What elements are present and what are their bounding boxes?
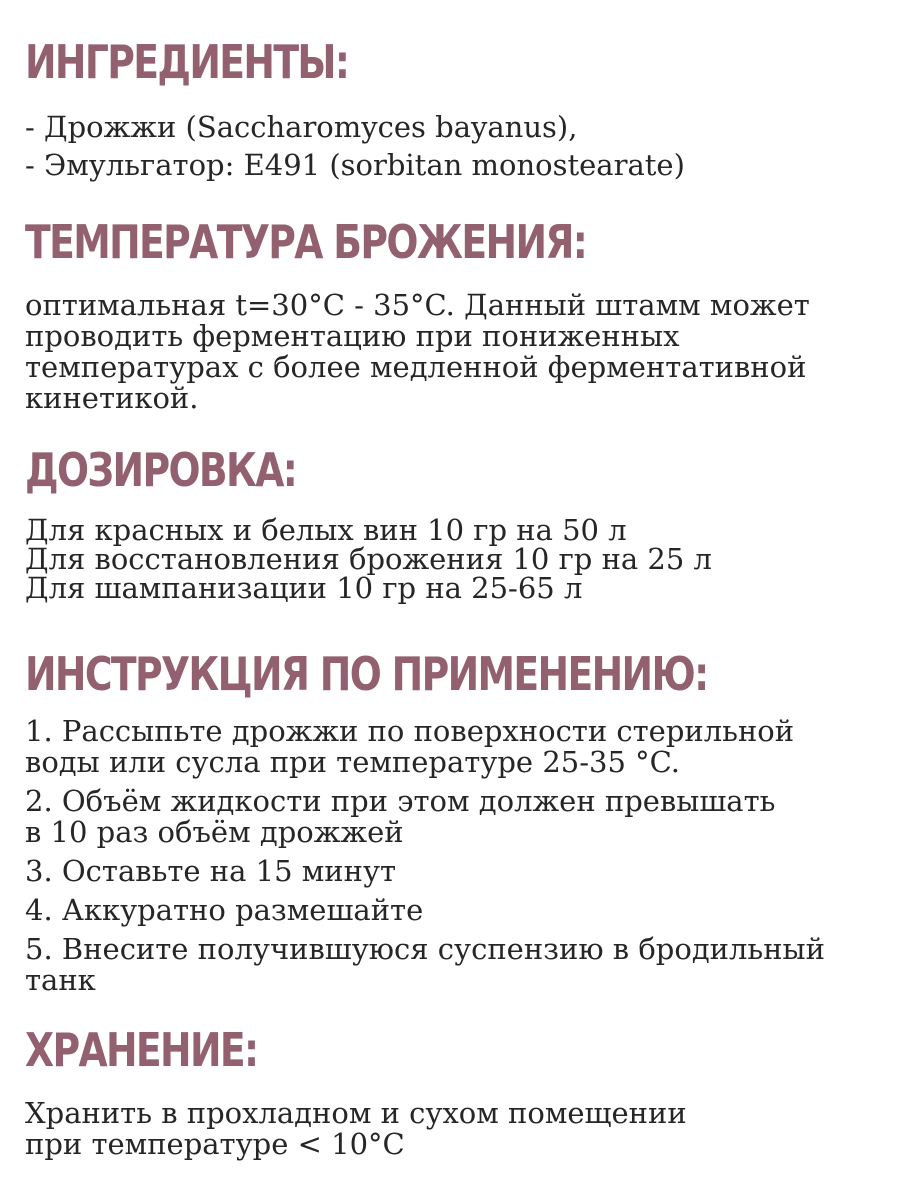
instructions-heading: ИНСТРУКЦИЯ ПО ПРИМЕНЕНИЮ:	[25, 647, 708, 701]
instruction-step	[25, 895, 825, 926]
dosage-line-wines: Для красных и белых вин 10 гр на 50 л	[25, 513, 627, 547]
dosage-list	[25, 513, 712, 605]
ingredients-list	[25, 108, 685, 184]
ingredient-emulsifier: - Эмульгатор: Е491 (sorbitan monostearate)	[25, 148, 685, 182]
temperature-line: температурах с более медленной ферментативной	[25, 350, 807, 384]
instruction-step-line: в 10 раз объём дрожжей	[25, 815, 404, 849]
dosage-heading: ДОЗИРОВКА:	[25, 443, 297, 497]
instruction-step-line: воды или сусла при температуре 25-35 °C.	[25, 745, 681, 779]
storage-heading: ХРАНЕНИЕ:	[25, 1023, 258, 1077]
ingredients-heading: ИНГРЕДИЕНТЫ:	[25, 35, 349, 89]
instruction-step-line: танк	[25, 963, 96, 997]
dosage-line-restart: Для восстановления брожения 10 гр на 25 л	[25, 542, 712, 576]
instruction-step-line: 2. Объём жидкости при этом должен превышать	[25, 784, 776, 818]
temperature-line: кинетикой.	[25, 381, 199, 415]
instruction-step	[25, 934, 825, 996]
instructions-list	[25, 716, 825, 1004]
temperature-line: проводить ферментацию при пониженных	[25, 319, 680, 353]
storage-text	[25, 1098, 687, 1160]
storage-line: Хранить в прохладном и сухом помещении	[25, 1096, 687, 1130]
fermentation-temperature-heading: ТЕМПЕРАТУРА БРОЖЕНИЯ:	[25, 215, 587, 269]
instruction-step	[25, 786, 825, 848]
instruction-step-line: 4. Аккуратно размешайте	[25, 893, 424, 927]
temperature-line: оптимальная t=30°C - 35°C. Данный штамм может	[25, 288, 810, 322]
instruction-step	[25, 716, 825, 778]
fermentation-temperature-text	[25, 290, 810, 414]
instruction-step	[25, 856, 825, 887]
instruction-step-line: 1. Рассыпьте дрожжи по поверхности стерильной	[25, 714, 795, 748]
ingredient-yeast: - Дрожжи (Saccharomyces bayanus),	[25, 110, 578, 144]
dosage-line-champagne: Для шампанизации 10 гр на 25-65 л	[25, 571, 583, 605]
instruction-step-line: 3. Оставьте на 15 минут	[25, 854, 397, 888]
storage-line: при температуре < 10°C	[25, 1127, 405, 1161]
instruction-step-line: 5. Внесите получившуюся суспензию в бродильный	[25, 932, 825, 966]
